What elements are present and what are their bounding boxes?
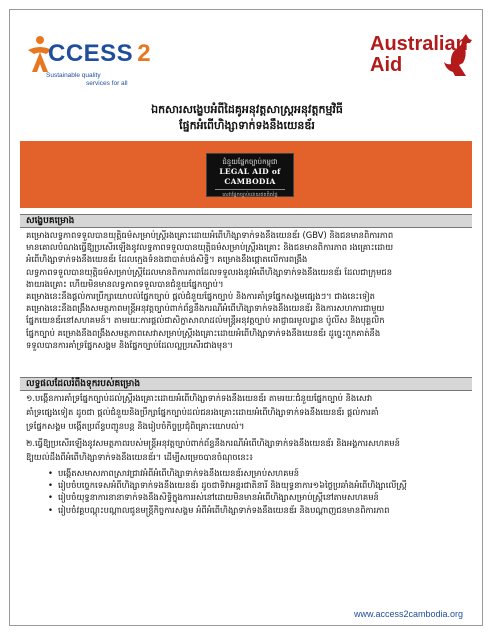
list-item: • រៀបចំវគ្គបណ្តុះបណ្តាលជូនមន្ត្រីកិច្ចការសង្គម អំពីអំពើហិង្សាទាក់ទងនឹងយេនឌ័រ និងបណ្តាញជនមានពិការភាព xyxy=(58,504,466,516)
summary-line: ផ្នែកច្បាប់ គម្រោងនឹងពង្រឹងសមត្ថភាពសេវាសម្រាប់ស្ត្រីរងគ្រោះដោយអំពើហិង្សាទាក់ទងនឹងយេនឌ័រ ដូច្នេះពួកគាត់នឹង xyxy=(26,327,381,338)
title-line-1: ឯកសារសង្ខេបអំពីដៃគូអនុវត្តសាស្ត្រអនុវត្តកម្មវិធី xyxy=(151,103,343,116)
legal-aid-cambodia-logo xyxy=(206,153,294,197)
list-item: • បង្កើតសមាសភាពស្រាវជ្រាវអំពីអំពើហិង្សាទាក់ទងនឹងយេនឌ័រសម្រាប់សហគមន៍ xyxy=(58,467,466,479)
summary-line: ទទួលបានការគាំទ្រផ្នែកសង្គម និងផ្នែកច្បាប់ដែលល្អប្រសើរជាងមុន។ xyxy=(26,339,233,350)
objectives-heading: លទ្ធផលដែលរំពឹងទុករបស់គម្រោង xyxy=(20,377,472,391)
website-link[interactable]: www.access2cambodia.org xyxy=(354,609,464,619)
objective-item-2 xyxy=(26,437,466,463)
partner-banner xyxy=(20,141,472,208)
objectives-body xyxy=(20,392,472,516)
objective-line: ទ្រផ្នែកសង្គម បង្កើតប្រព័ន្ធបញ្ជូនបន្ត និងរៀបចំកិច្ចប្រជុំពិគ្រោះយោបល់។ xyxy=(26,421,245,432)
summary-line: មានគោលបំណងធ្វើឱ្យប្រសើរឡើងនូវលទ្ធភាពទទួលបានយុត្តិធម៌សម្រាប់ស្ត្រីរងគ្រោះ និងជនមានពិការភាព រងគ្រោះដោយ xyxy=(26,242,394,253)
objective-line: ឱ្យយល់ដឹងពីអំពើហិង្សាទាក់ទងនឹងយេនឌ័រ។ ដើម្បីសម្រេចបានចំណុចនេះ៖ xyxy=(26,451,254,462)
lac-divider xyxy=(215,189,285,190)
document-title xyxy=(50,102,444,134)
australian-aid-logo xyxy=(370,28,480,82)
list-item: • រៀបចំបច្ចេកទេសអំពីហិង្សាទាក់ទងនឹងយេនឌ័រ ដូចជាទិវាអន្តរជាតិនារី និងយុទ្ធនាការ១៦ថ្ងៃប្រឆាំងអំពើហិង្សាលើស្ត្រី xyxy=(58,479,466,491)
aid-line-2: Aid xyxy=(370,54,403,76)
kangaroo-icon xyxy=(442,32,476,80)
lac-khmer-name: ជំនួយផ្នែកច្បាប់កម្ពុជា xyxy=(222,158,278,166)
title-line-2: ផ្នែកអំពើហិង្សាទាក់ទងនឹងយេនឌ័រ xyxy=(179,119,315,132)
summary-line: ងាយរងគ្រោះ ហើយមិនមានលទ្ធភាពទទួលបានជំនួយផ្នែកច្បាប់។ xyxy=(26,278,224,289)
lac-english-name: LEGAL AID of CAMBODIA xyxy=(219,167,281,186)
summary-line: គម្រោងនេះនឹងពង្រឹងសមត្ថភាពមន្ត្រីអនុវត្តច្បាប់ពាក់ព័ន្ធនឹងករណីអំពើហិង្សាទាក់ទងនឹងយេនឌ័រ និងការសហការជាមួយ xyxy=(26,303,385,314)
summary-line: លទ្ធភាពទទួលបានយុត្តិធម៌សម្រាប់ស្ត្រីដែលមានពិការភាពដែលទទួលរងនូវអំពើហិង្សាទាក់ទងនឹងយេនឌ័រ ដែលជាក្រុមជន xyxy=(26,266,393,277)
access2-logo xyxy=(24,32,164,102)
objective-line: ១.បង្កើនការគាំទ្រផ្នែកច្បាប់ដល់ស្ត្រីរងគ្រោះដោយអំពើហិង្សាទាក់ទងនឹងយេនឌ័រ តាមរយៈជំនួយផ្នែកច្បាប់ និងសេវា xyxy=(26,393,373,403)
summary-line: ផ្នែកយេនឌ័រនៅសហគមន៍។ តាមរយៈការផ្តល់ជាសិក្ខាសាលាដល់មន្ត្រីអនុវត្តច្បាប់ អាជ្ញាធរមូលដ្ឋាន ប៉ូលីស និងបុគ្គលិក xyxy=(26,315,385,326)
document-page xyxy=(9,9,483,626)
access2-wordmark xyxy=(48,40,151,68)
summary-heading: សង្ខេបគម្រោង xyxy=(20,214,472,228)
summary-line: គម្រោងនេះនឹងផ្តល់ការប្រឹក្សាយោបល់ផ្នែកច្បាប់ ផ្តល់ជំនួយផ្នែកច្បាប់ និងការគាំទ្រផ្នែកសង្គមផ្សេងៗ។ ជាងនេះទៀត xyxy=(26,291,375,302)
tagline-line-1: Sustainable quality xyxy=(46,72,101,79)
tagline-line-2: services for all xyxy=(86,80,128,87)
objective-line: គាំទ្រផ្សេងទៀត ដូចជា ផ្តល់ជំនួយនិងប្រឹក្សាផ្នែកច្បាប់ដល់ជនរងគ្រោះដោយអំពើហិង្សាទាក់ទងនឹងយេនឌ័រ ផ្តល់ការគាំ xyxy=(26,407,379,418)
objective-line: ២.ធ្វើឱ្យប្រសើរឡើងនូវសមត្ថភាពរបស់មន្ត្រីអនុវត្តច្បាប់ពាក់ព័ន្ធនឹងករណីអំពើហិង្សាទាក់ទងនឹងយេនឌ័រ និងអង្គការសហគមន៍ xyxy=(26,437,400,448)
objective-item-1 xyxy=(26,392,466,433)
aid-line-1: Australian xyxy=(370,33,468,55)
summary-line: អំពើហិង្សាទាក់ទងនឹងយេនឌ័រ ដែលក្មេងទំនងជាបាត់បង់សិទ្ធិ។ គម្រោងនឹងផ្តោតលើការពង្រឹង xyxy=(26,254,308,265)
summary-body xyxy=(20,229,472,351)
summary-line: គម្រោងលទ្ធភាពទទួលបានយុត្តិធម៌សម្រាប់ស្ត្រីរងគ្រោះដោយអំពើហិង្សាទាក់ទងនឹងយេនឌ័រ (GBV) និងជនមានពិការភាព xyxy=(26,230,394,240)
activity-list xyxy=(26,467,466,516)
access2-tagline xyxy=(46,72,166,88)
access-number: 2 xyxy=(137,40,152,67)
lac-subtitle: សេវាផ្នែកច្បាប់ដោយឥតគិតថ្លៃ xyxy=(222,192,278,198)
list-item: • រៀបចំយុទ្ធនាការនានាទាក់ទងនឹងសិទ្ធិក្នុងការរស់នៅដោយមិនមានអំពើហិង្សាសម្រាប់ស្ត្រីនៅតាមសហគមន៍ xyxy=(58,491,466,503)
access-word: CCESS xyxy=(48,40,134,67)
